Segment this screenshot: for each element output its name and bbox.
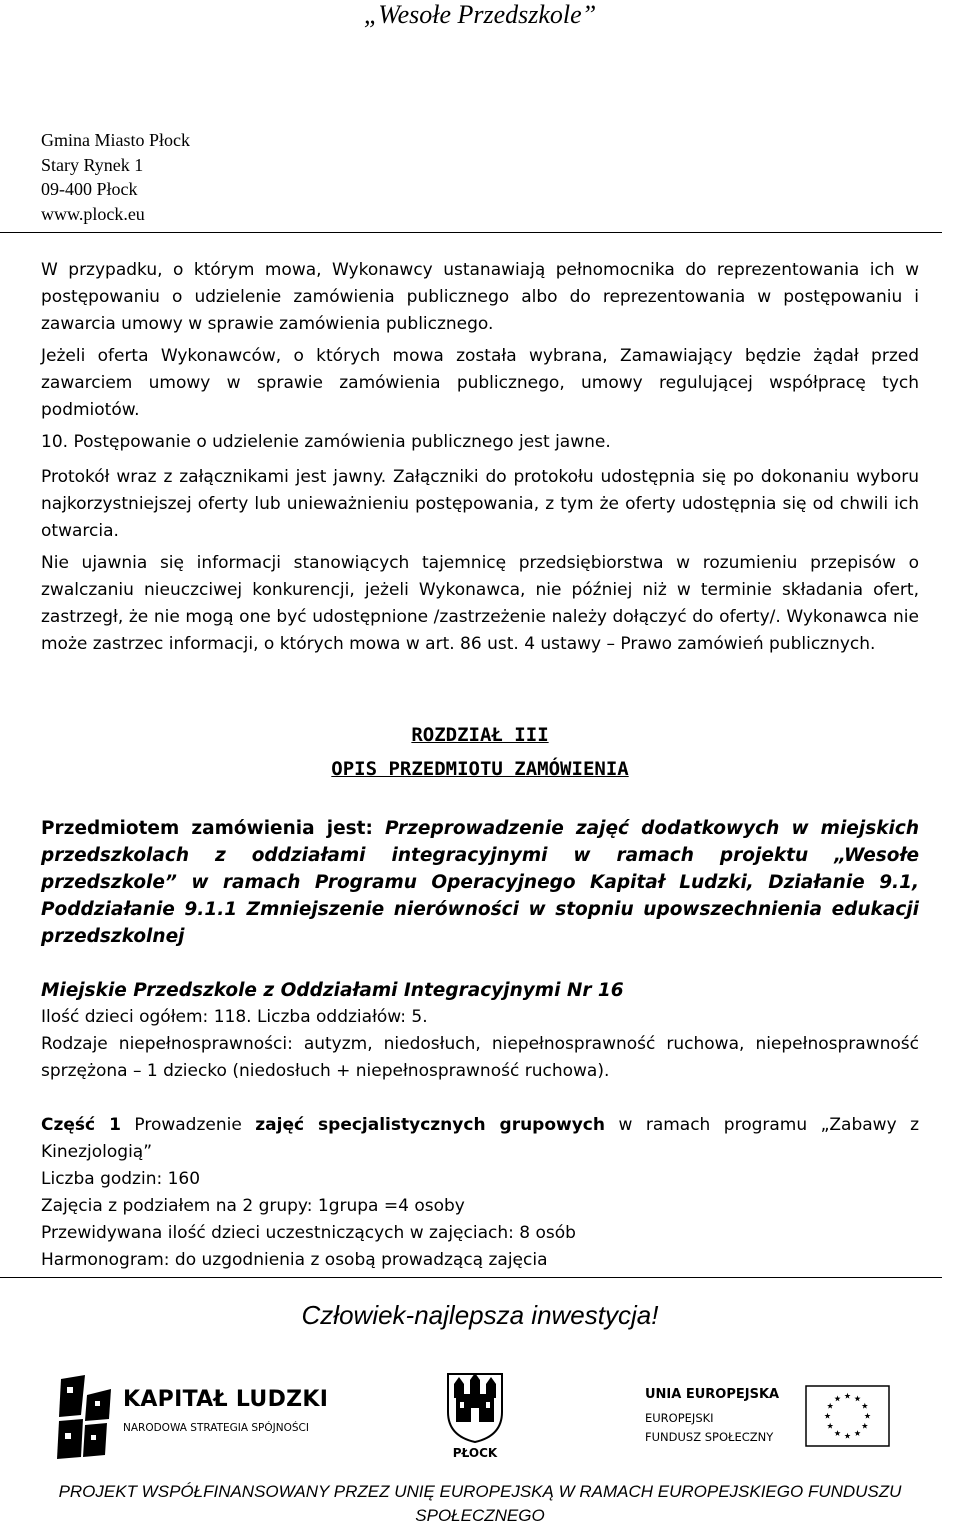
address-line-city: 09-400 Płock xyxy=(41,179,138,199)
chapter-heading: ROZDZIAŁ III xyxy=(411,724,549,746)
part-1-activity: zajęć specjalistycznych grupowych xyxy=(255,1115,605,1135)
kapital-ludzki-logo xyxy=(55,1375,329,1460)
plock-label: PŁOCK xyxy=(452,1446,498,1460)
part-1-children: Przewidywana ilość dzieci uczestniczących w zajęciach: 8 osób xyxy=(41,1223,576,1243)
part-1-schedule: Harmonogram: do uzgodnienia z osobą prowadzącą zajęcia xyxy=(41,1250,548,1270)
eu-logo-line-3: FUNDUSZ SPOŁECZNY xyxy=(645,1430,774,1444)
part-1-groups: Zajęcia z podziałem na 2 grupy: 1grupa =4 osoby xyxy=(41,1196,465,1216)
order-subject-lead: Przedmiotem zamówienia jest: xyxy=(41,818,373,839)
paragraph-cooperation-agreement: Jeżeli oferta Wykonawców, o których mowa została wybrana, Zamawiający będzie żądał przed zawarciem umowy w sprawie zamówienia publicznego, umowy regulującej współpracę tych podmiotów. xyxy=(41,346,919,420)
order-subject-paragraph xyxy=(41,815,919,950)
part-1-description xyxy=(41,1112,919,1166)
address-line-website: www.plock.eu xyxy=(41,203,145,224)
footer-divider xyxy=(0,1277,942,1278)
plock-coat-of-arms-icon xyxy=(440,1372,510,1444)
kapital-ludzki-subtitle: NARODOWA STRATEGIA SPÓJNOŚCI xyxy=(123,1422,309,1434)
plock-logo xyxy=(440,1372,510,1468)
school-disabilities: Rodzaje niepełnosprawności: autyzm, niedosłuch, niepełnosprawność ruchowa, niepełnosprawność sprzężona – 1 dziecko (niedosłuch + niepełnosprawność ruchowa). xyxy=(41,1034,919,1081)
footer-line-2: SPOŁECZNEGO xyxy=(415,1506,545,1525)
part-1-label: Część 1 xyxy=(41,1115,121,1135)
address-line-institution: Gmina Miasto Płock xyxy=(41,130,190,150)
school-info xyxy=(41,1004,919,1085)
chapter-subheading: OPIS PRZEDMIOTU ZAMÓWIENIA xyxy=(331,758,629,780)
school-counts: Ilość dzieci ogółem: 118. Liczba oddziałów: 5. xyxy=(41,1007,428,1027)
eu-logo xyxy=(645,1385,890,1453)
footer-line-1: PROJEKT WSPÓŁFINANSOWANY PRZEZ UNIĘ EUROPEJSKĄ W RAMACH EUROPEJSKIEGO FUNDUSZU xyxy=(58,1482,902,1501)
part-1-program: w ramach programu „Zabawy z Kinezjologią” xyxy=(41,1115,920,1162)
footer-cofinancing-note xyxy=(0,1480,960,1528)
eu-logo-line-1: UNIA EUROPEJSKA xyxy=(645,1387,780,1402)
order-subject-text: Przeprowadzenie zajęć dodatkowych w miejskich przedszkolach z oddziałami integracyjnymi w ramach projektu „Wesołe przedszkole” w ramach Programu Operacyjnego Kapitał Ludzki, Działanie 9.1, Poddziałanie 9.1.1 Zmniejszenie nierówności w stopniu upowszechnienia edukacji przedszkolnej xyxy=(41,818,919,947)
part-1-block xyxy=(41,1112,919,1274)
header-divider xyxy=(0,232,942,233)
eu-logo-line-2: EUROPEJSKI xyxy=(645,1411,714,1425)
paragraph-public-procedure: 10. Postępowanie o udzielenie zamówienia publicznego jest jawne. xyxy=(41,432,611,452)
school-name: Miejskie Przedszkole z Oddziałami Integracyjnymi Nr 16 xyxy=(41,980,624,1001)
kapital-ludzki-emblem-icon xyxy=(55,1375,115,1460)
slogan: Człowiek-najlepsza inwestycja! xyxy=(301,1300,659,1330)
paragraph-trade-secret: Nie ujawnia się informacji stanowiących tajemnicę przedsiębiorstwa w rozumieniu przepisów o zwalczaniu nieuczciwej konkurencji, jeżeli Wykonawca, nie później niż w terminie składania ofert, zastrzegł, że nie mogą one być udostępnione /zastrzeżenie należy dołączyć do oferty/. Wykonawca nie może zastrzec informacji, o których mowa w art. 86 ust. 4 ustawy – Prawo zamówień publicznych. xyxy=(41,553,919,654)
kapital-ludzki-title: KAPITAŁ LUDZKI xyxy=(123,1387,329,1412)
part-1-pre: Prowadzenie xyxy=(134,1115,242,1135)
paragraph-protocol: Protokół wraz z załącznikami jest jawny. Załączniki do protokołu udostępnia się po dokonaniu wyboru najkorzystniejszej oferty lub unieważnieniu postępowania, z tym że oferty udostępnia się od chwili ich otwarcia. xyxy=(41,467,919,541)
address-line-street: Stary Rynek 1 xyxy=(41,154,144,175)
address-block xyxy=(41,128,190,226)
paragraph-power-of-attorney: W przypadku, o którym mowa, Wykonawcy ustanawiają pełnomocnika do reprezentowania ich w postępowaniu o udzielenie zamówienia publicznego albo do reprezentowania w postępowaniu i zawarcia umowy w sprawie zamówienia publicznego. xyxy=(41,260,919,334)
project-header-title: „Wesołe Przedszkole” xyxy=(363,0,597,29)
eu-flag-icon xyxy=(805,1385,890,1447)
part-1-hours: Liczba godzin: 160 xyxy=(41,1169,201,1189)
